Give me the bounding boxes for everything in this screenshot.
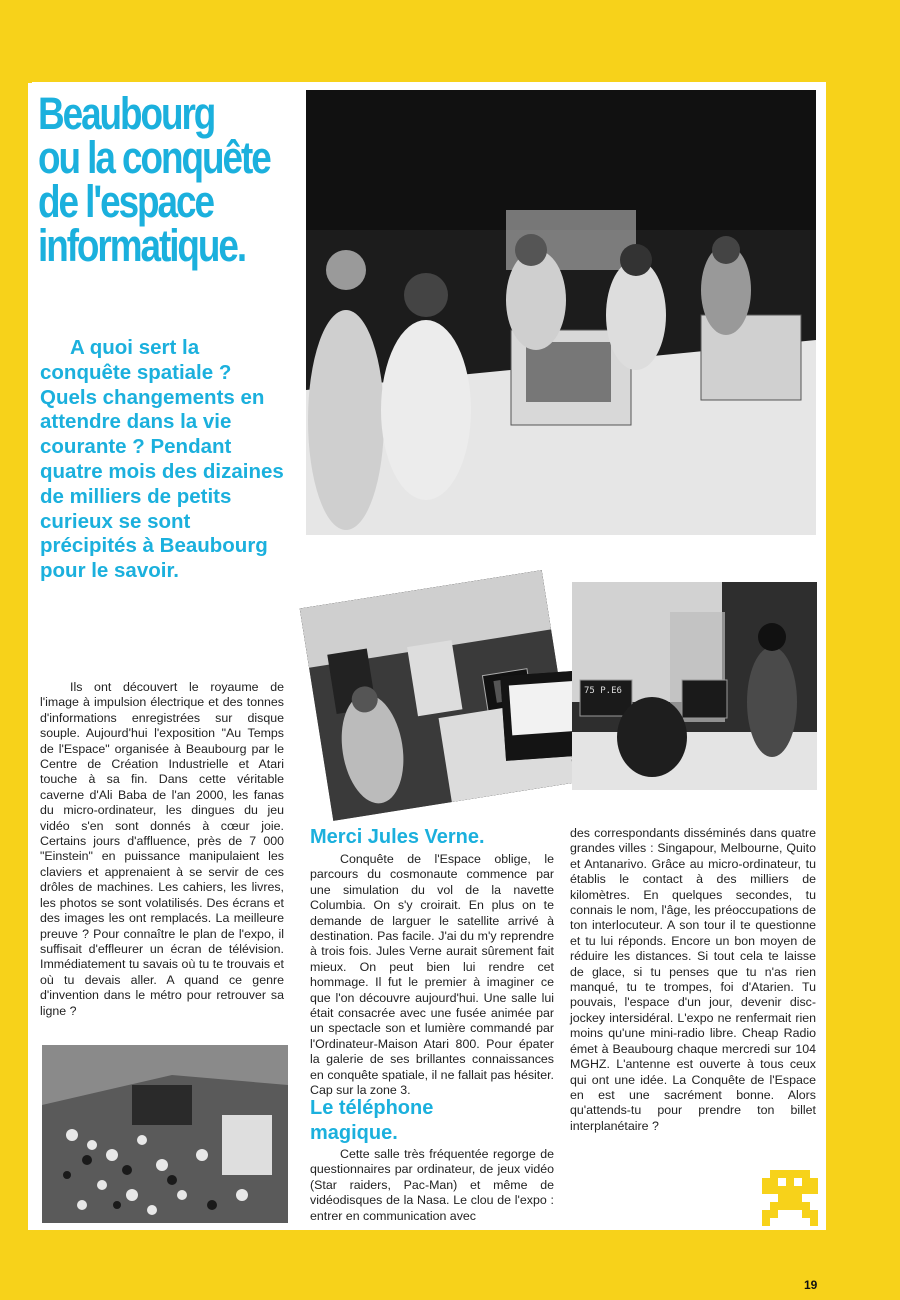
column-3-text: des correspondants disséminés dans quatre grandes villes : Singapour, Melbourne, Quito et Antanarivo. Grâce au micro-ordinateur, tu établis le contact à des milliers de kilomètres. En quelques secondes, tu connais le nom, l'âge, les préoccupations de ton interlocuteur. A son tour il te questionne et tu lui réponds. Encore un bon moyen de réduire les distances. Si tout cela te laisse de glace, si tu penses que tu n'as rien manqué, tu te trompes, foi d'Atarien. Tu pouvais, l'espace d'un jour, devenir disc-jockey intersidéral. L'expo ne renfermait rien moins qu'une mini-radio libre. Cheap Radio émet à Beaubourg chaque mercredi sur 104 MGHZ. L'antenne est ouverte à tous ceux qui ont une idée. La Conquête de l'Espace en est une sacrément bonne. Alors qu'attends-tu pour prendre ton billet interplanétaire ? — [570, 826, 816, 1133]
column-2b-text: Cette salle très fréquentée regorge de questionnaires par ordinateur, de jeux vidéo (Star raiders, Pac-Man) et même de vidéodisques de la Nasa. Le clou de l'expo : entrer en communication avec — [310, 1147, 554, 1223]
alien-mascot-icon — [762, 1170, 818, 1231]
page-number: 19 — [804, 1278, 818, 1292]
side-band — [826, 290, 900, 690]
heading-telephone-magique — [310, 1096, 560, 1146]
title-line-4: informatique. — [38, 220, 246, 271]
title-line-3: de l'espace — [38, 176, 213, 227]
heading-line-1: Le téléphone — [310, 1097, 434, 1119]
heading-merci-jules-verne: Merci Jules Verne. — [310, 826, 485, 848]
title-line-2: ou la conquête — [38, 132, 270, 183]
column-1-text: Ils ont découvert le royaume de l'image à impulsion électrique et des tonnes d'informations enregistrées sur disque souple. Aujourd'hui l'exposition "Au Temps de l'Espace" organisée à Beaubourg par le Centre de Création Industrielle et Atari touche à sa fin. Dans cette véritable caverne d'Ali Baba de l'an 2000, les fanas du micro-ordinateur, les dingues du jeu vidéo s'en sont donnés à cœur joie. Certains jours d'affluence, près de 7 000 "Einstein" en puissance manipulaient les claviers et apprenaient à se servir de ces drôles de machines. Les cahiers, les livres, les photos se sont volatilisés. Des écrans et des images les ont remplacés. La meilleure preuve ? Pour connaître le plan de l'expo, il suffisait d'effleurer un écran de télévision. Immédiatement tu savais où tu te trouvais et où tu devais aller. A quand ce genre d'invention dans le métro pour retrouver sa ligne ? — [40, 680, 284, 1018]
photo-computer-room — [572, 582, 817, 790]
photo-exhibition-hall — [306, 90, 816, 535]
photo-overhead-crowd — [42, 1045, 288, 1223]
page-title — [38, 88, 300, 271]
intro-paragraph: A quoi sert la conquête spatiale ? Quels changements en attendre dans la vie courante ? Pendant quatre mois des dizaines de milliers de petits curieux se sont précipités à Beaubourg pour le savoir. — [40, 336, 284, 583]
screen-text: 75 P.E6 — [584, 686, 622, 696]
bottom-right-band — [826, 1030, 900, 1300]
title-line-1: Beaubourg — [38, 88, 215, 139]
heading-line-2: magique. — [310, 1122, 398, 1144]
column-2-text: Conquête de l'Espace oblige, le parcours du cosmonaute commence par une simulation du vol de la navette Columbia. On s'y croirait. En plus on te demande de larguer le satellite arrivé à destination. Pas facile. J'ai du m'y reprendre à trois fois. Jules Verne aurait sûrement fait mieux. On peut bien lui rendre cet hommage. Il fut le premier à imaginer ce que l'on découvre aujourd'hui. Une salle lui était consacrée avec une fusée animée par un spectacle son et lumière commandé par l'Ordinateur-Maison Atari 800. Pour épater la galerie de ses brillantes connaissances en conquête spatiale, il ne fallait pas hésiter. Cap sur la zone 3. — [310, 852, 554, 1098]
panel-edge — [28, 82, 32, 83]
